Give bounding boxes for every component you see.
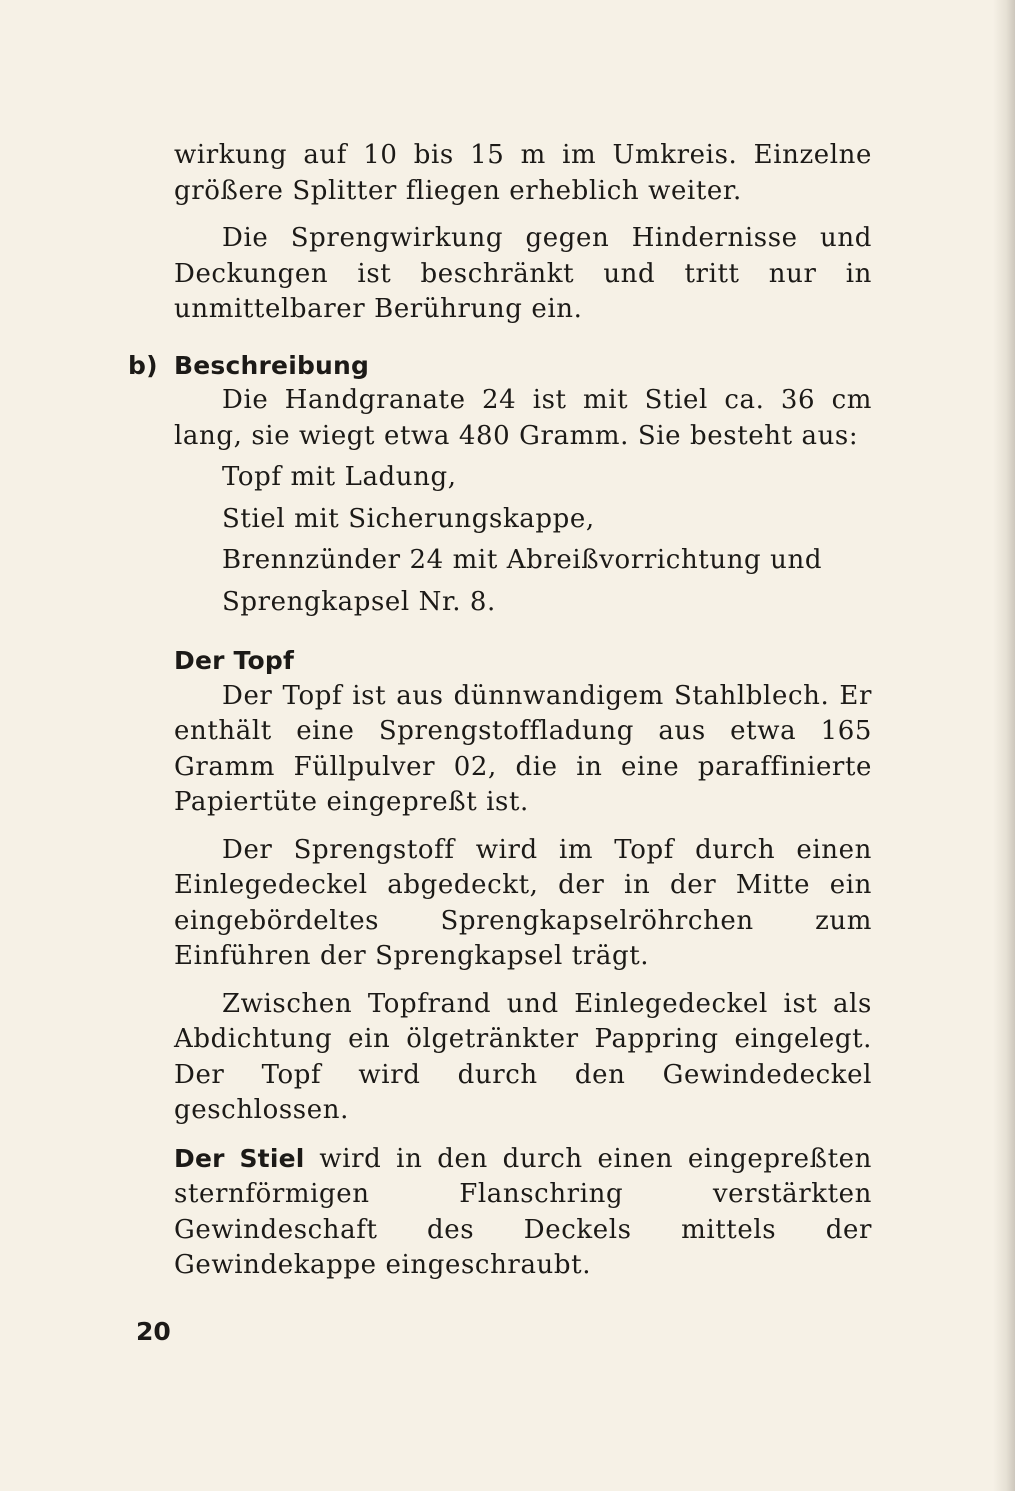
heading-der-topf: Der Topf [174,646,295,675]
paragraph-blast-effect: Die Sprengwirkung gegen Hindernisse und Deckungen ist beschränkt und tritt nur in unmittelbarer Berührung ein. [174,223,872,324]
page-number: 20 [136,1317,171,1346]
section-marker: b) [128,350,158,380]
paragraph-grenade-overview: Die Handgranate 24 ist mit Stiel ca. 36 cm lang, sie wiegt etwa 480 Gramm. Sie besteht aus: [174,385,872,451]
body-text [128,138,872,1284]
page-edge-shadow [993,0,1015,1491]
paragraph-topf-cover: Der Sprengstoff wird im Topf durch einen Einlegedeckel abgedeckt, der in der Mitte ein eingebördeltes Sprengkapselröhrchen zum Einführen der Sprengkapsel trägt. [174,834,872,971]
section-heading-description [128,348,872,384]
list-item: Topf mit Ladung, [222,462,457,492]
list-item: Brennzünder 24 mit Abreißvorrichtung und [222,545,823,575]
list-item: Stiel mit Sicherungskappe, [222,503,595,534]
paragraph-splitter-effect: wirkung auf 10 bis 15 m im Umkreis. Einzelne größere Splitter fliegen erheblich weiter. [174,140,872,206]
component-list [174,457,872,623]
paragraph-stiel [174,1141,872,1284]
paragraph-topf-seal: Zwischen Topfrand und Einlegedeckel ist als Abdichtung ein ölgetränkter Pappring eingelegt. Der Topf wird durch den Gewindedeckel geschlossen. [174,988,872,1125]
paragraph-stiel-text: wird in den durch einen eingepreßten sternförmigen Flanschring verstärkten Gewindeschaft des Deckels mittels der Gewindekappe eingeschraubt. [174,1143,872,1280]
list-item: Sprengkapsel Nr. 8. [222,586,496,617]
section-title: Beschreibung [174,350,370,380]
heading-der-stiel: Der Stiel [174,1143,305,1173]
paragraph-topf-material: Der Topf ist aus dünnwandigem Stahlblech. Er enthält eine Sprengstoffladung aus etwa 165 Gramm Füllpulver 02, die in eine paraffinierte Papiertüte eingepreßt ist. [174,680,872,817]
